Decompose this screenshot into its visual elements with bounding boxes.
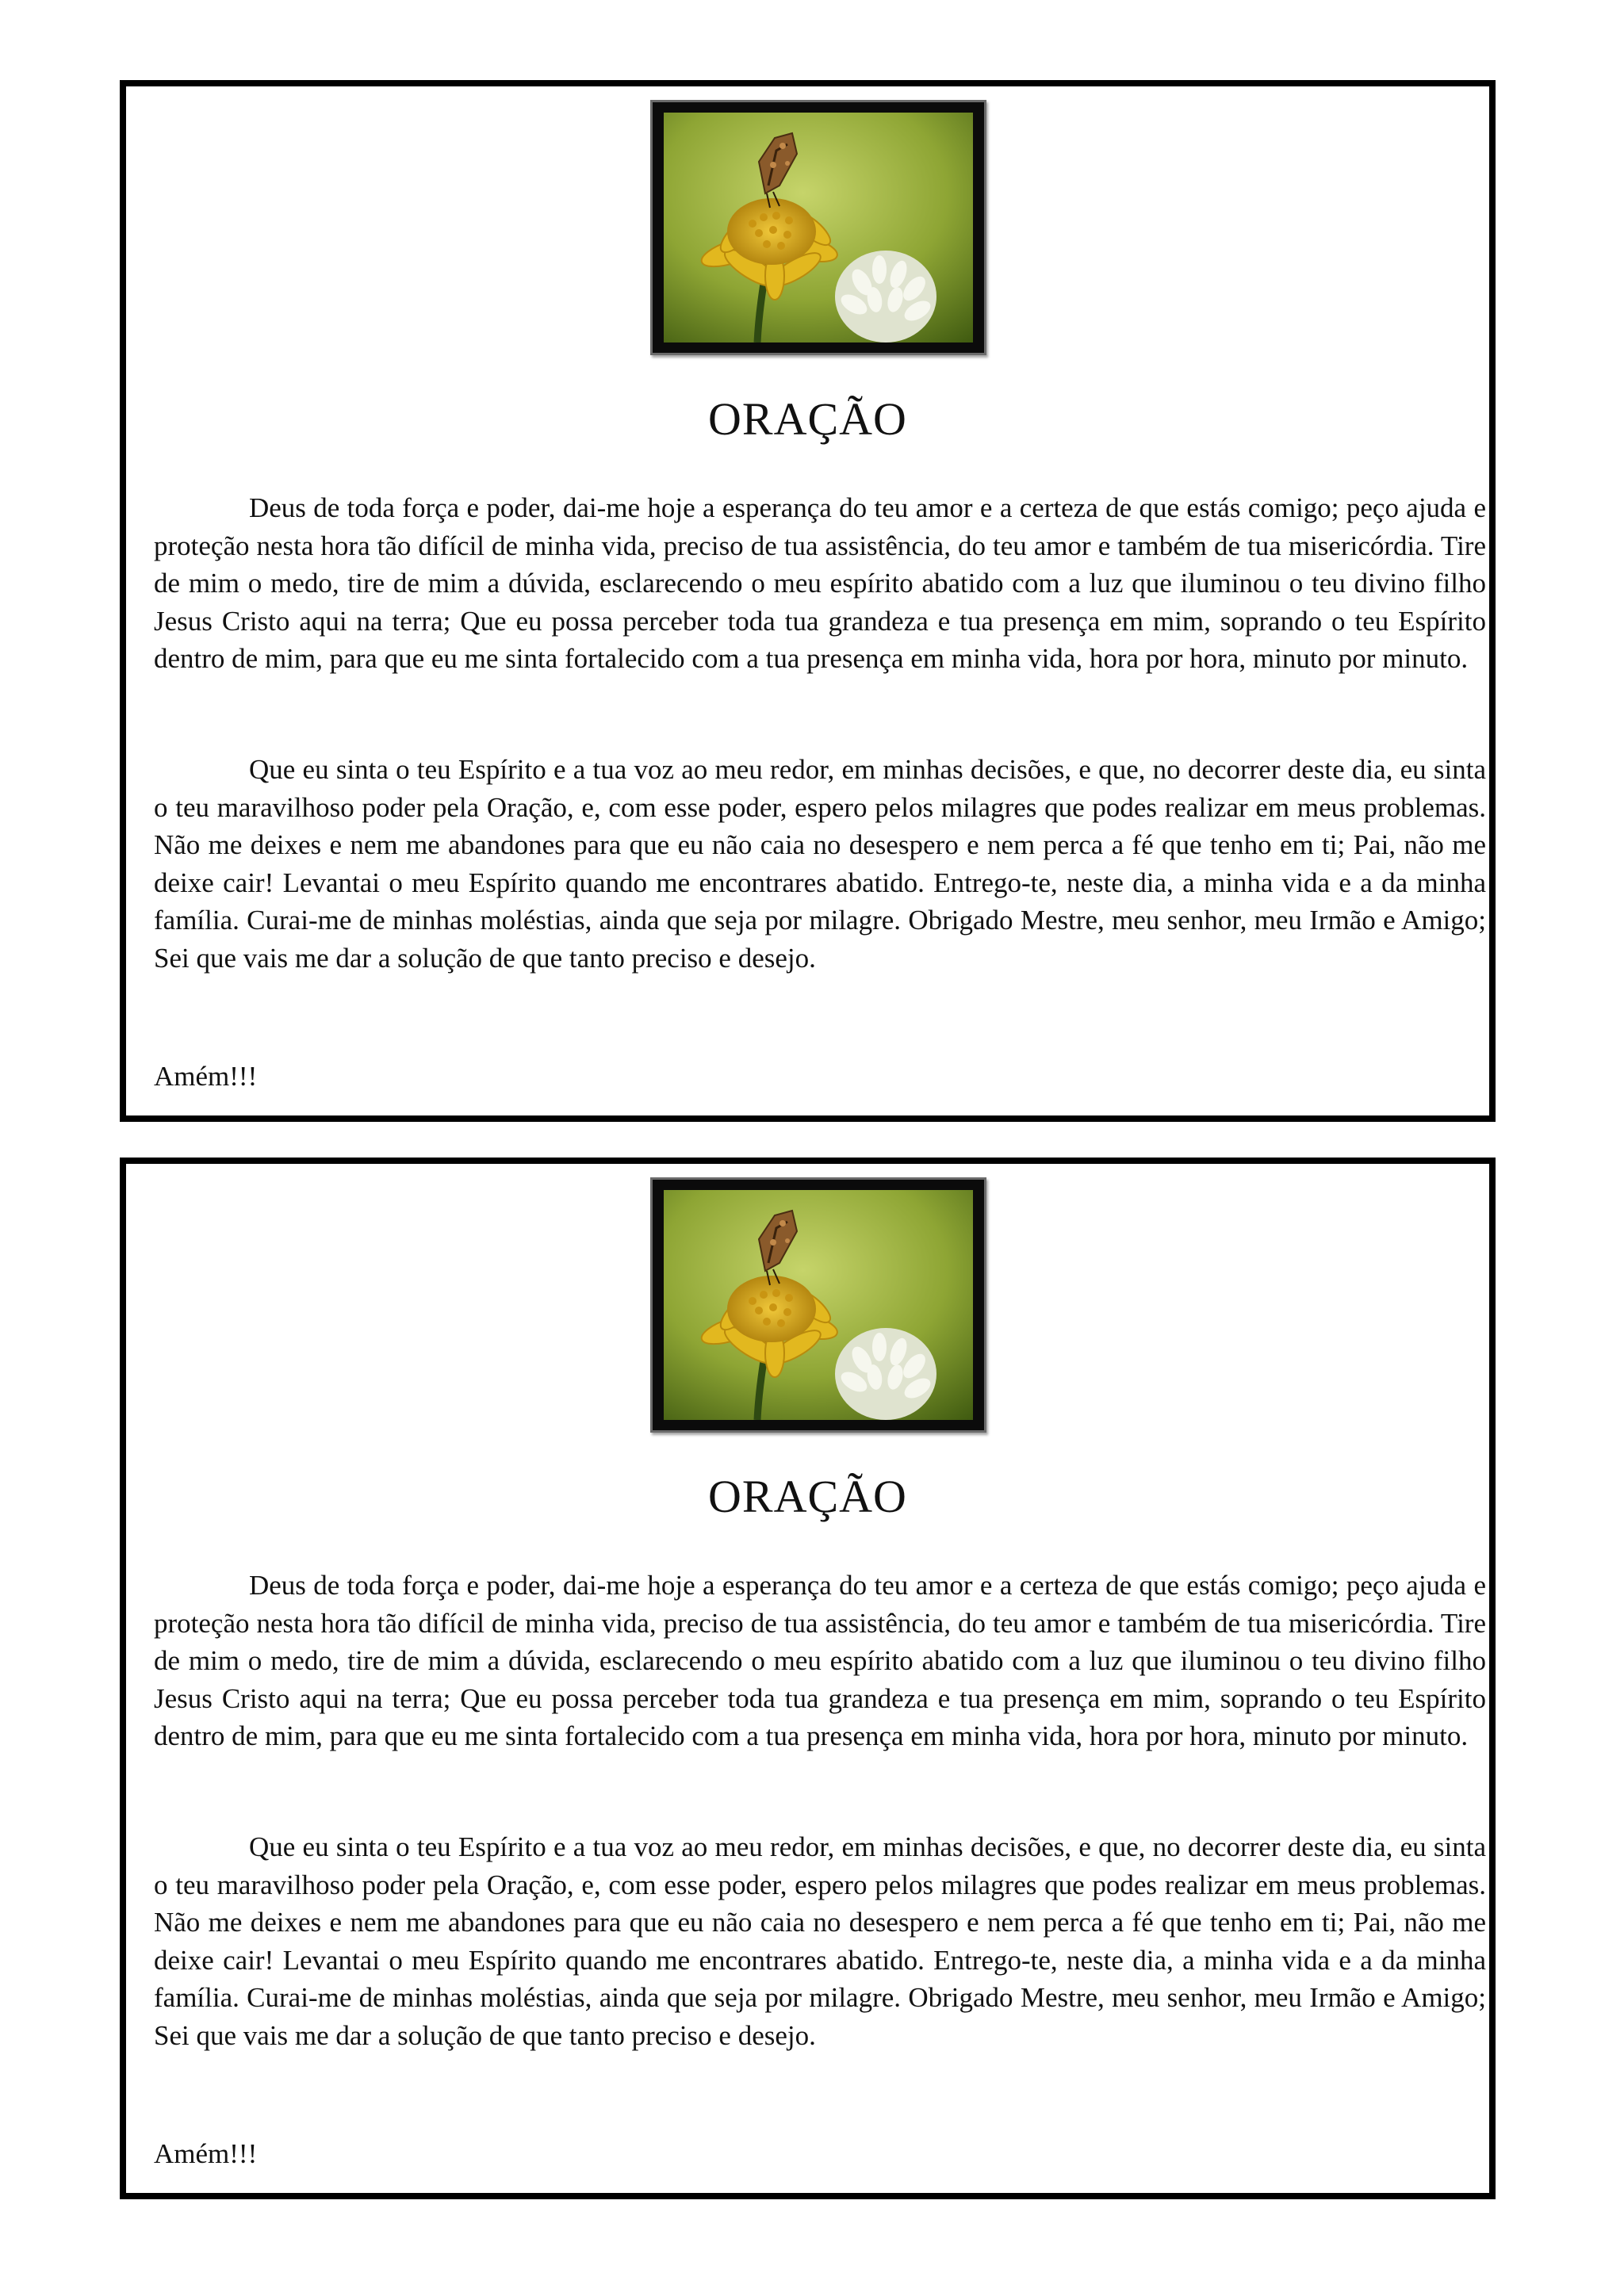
prayer-closing: Amém!!! <box>154 2138 258 2169</box>
prayer-paragraph-2: Que eu sinta o teu Espírito e a tua voz ao meu redor, em minhas decisões, e que, no decorrer deste dia, eu sinta o teu maravilhoso poder pela Oração, e, com esse poder, espero pelos milagres que podes realizar em meus problemas. Não me deixes e nem me abandones para que eu não caia no desespero e nem perca a fé que tenho em ti; Pai, não me deixe cair! Levantai o meu Espírito quando me encontrares abatido. Entrego-te, neste dia, a minha vida e a da minha família. Curai-me de minhas moléstias, ainda que seja por milagre. Obrigado Mestre, meu senhor, meu Irmão e Amigo; Sei que vais me dar a solução de que tanto preciso e desejo. <box>154 754 1486 974</box>
prayer-paragraph-1: Deus de toda força e poder, dai-me hoje a esperança do teu amor e a certeza de que estás comigo; peço ajuda e proteção nesta hora tão difícil de minha vida, preciso de tua assistência, do teu amor e também de tua misericórdia. Tire de mim o medo, tire de mim a dúvida, esclarecendo o meu espírito abatido com a luz que iluminou o teu divino filho Jesus Cristo aqui na terra; Que eu possa perceber toda tua grandeza e tua presença em mim, soprando o teu Espírito dentro de mim, para que eu me sinta fortalecido com a tua presença em minha vida, hora por hora, minuto por minuto. <box>154 1570 1486 1752</box>
prayer-closing: Amém!!! <box>154 1061 258 1092</box>
butterfly-flower-image <box>664 113 973 342</box>
prayer-title: ORAÇÃO <box>708 1471 907 1522</box>
prayer-title: ORAÇÃO <box>708 393 907 445</box>
butterfly-flower-photo <box>650 100 986 355</box>
prayer-paragraph-1: Deus de toda força e poder, dai-me hoje a esperança do teu amor e a certeza de que estás comigo; peço ajuda e proteção nesta hora tão difícil de minha vida, preciso de tua assistência, do teu amor e também de tua misericórdia. Tire de mim o medo, tire de mim a dúvida, esclarecendo o meu espírito abatido com a luz que iluminou o teu divino filho Jesus Cristo aqui na terra; Que eu possa perceber toda tua grandeza e tua presença em mim, soprando o teu Espírito dentro de mim, para que eu me sinta fortalecido com a tua presença em minha vida, hora por hora, minuto por minuto. <box>154 492 1486 675</box>
butterfly-flower-photo <box>650 1177 986 1433</box>
prayer-paragraph-2: Que eu sinta o teu Espírito e a tua voz ao meu redor, em minhas decisões, e que, no decorrer deste dia, eu sinta o teu maravilhoso poder pela Oração, e, com esse poder, espero pelos milagres que podes realizar em meus problemas. Não me deixes e nem me abandones para que eu não caia no desespero e nem perca a fé que tenho em ti; Pai, não me deixe cair! Levantai o meu Espírito quando me encontrares abatido. Entrego-te, neste dia, a minha vida e a da minha família. Curai-me de minhas moléstias, ainda que seja por milagre. Obrigado Mestre, meu senhor, meu Irmão e Amigo; Sei que vais me dar a solução de que tanto preciso e desejo. <box>154 1831 1486 2051</box>
butterfly-flower-image <box>664 1190 973 1420</box>
prayer-card-top <box>120 80 1496 1122</box>
prayer-card-bottom <box>120 1158 1496 2199</box>
